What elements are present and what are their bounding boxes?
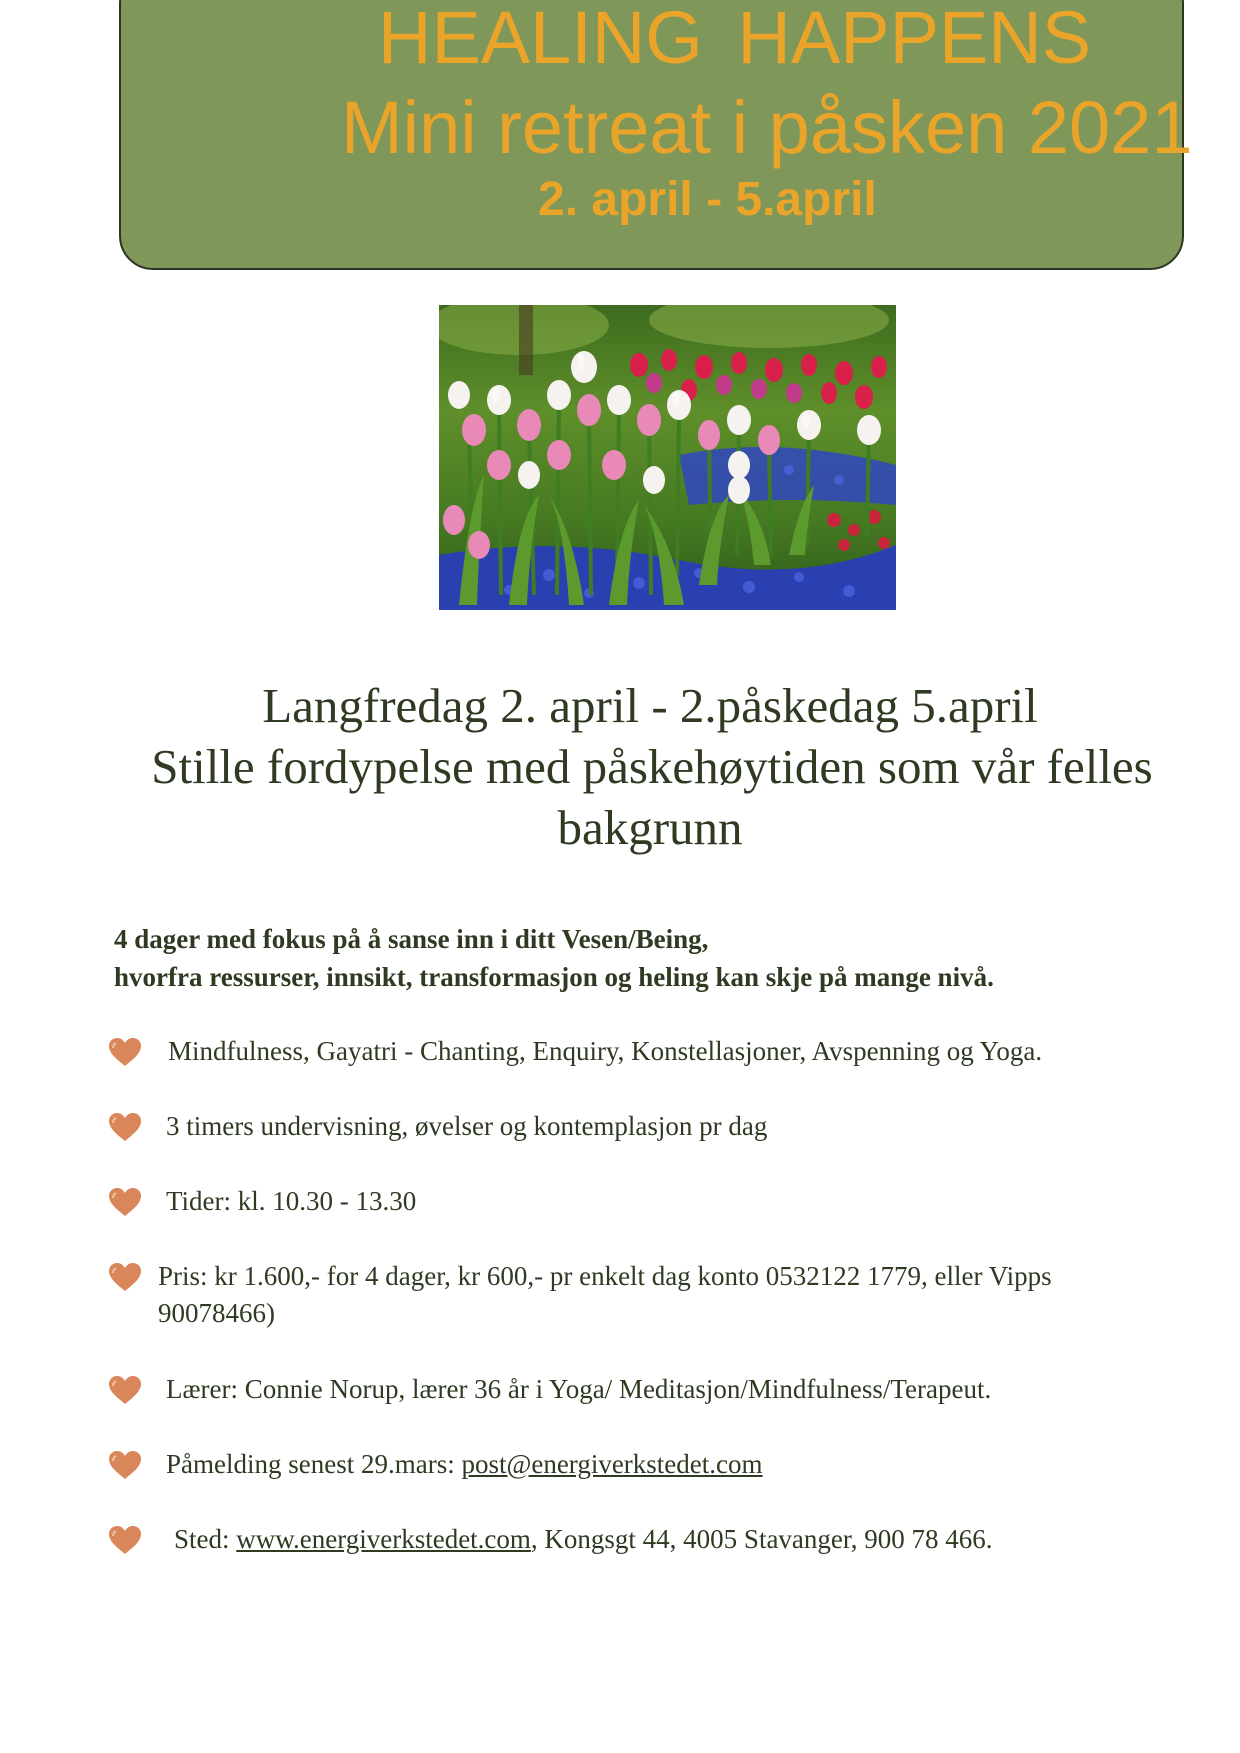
place-suffix: , Kongsgt 44, 4005 Stavanger, 900 78 466. — [530, 1524, 993, 1554]
place-text — [174, 1521, 993, 1558]
heart-icon — [108, 1375, 142, 1405]
banner-title: HEALING HAPPENS — [378, 0, 1092, 79]
heart-icon — [108, 1450, 142, 1480]
intro-paragraph — [114, 920, 994, 996]
banner-dates: 2. april - 5.april — [538, 173, 877, 226]
registration-email-link[interactable]: post@energiverkstedet.com — [461, 1449, 763, 1479]
header-banner — [119, 0, 1193, 270]
heart-icon — [108, 1037, 142, 1067]
headline-dates: Langfredag 2. april - 2.påskedag 5.april — [262, 678, 1038, 733]
registration-prefix: Påmelding senest 29.mars: — [166, 1449, 462, 1479]
banner-subtitle: Mini retreat i påsken 2021 — [341, 86, 1193, 169]
headline-theme: Stille fordypelse med påskehøytiden som vår felles — [151, 739, 1153, 794]
heart-icon — [108, 1525, 142, 1555]
teaching-text: 3 timers undervisning, øvelser og kontemplasjon pr dag — [166, 1111, 768, 1141]
intro-line-2: hvorfra ressurser, innsikt, transformasjon og heling kan skje på mange nivå. — [114, 962, 994, 992]
website-link[interactable]: www.energiverkstedet.com — [236, 1524, 531, 1554]
heart-icon — [108, 1187, 142, 1217]
times-text: Tider: kl. 10.30 - 13.30 — [166, 1186, 417, 1216]
headline-theme-cont: bakgrunn — [557, 800, 743, 855]
heart-icon — [108, 1262, 142, 1292]
teacher-text: Lærer: Connie Norup, lærer 36 år i Yoga/ Meditasjon/Mindfulness/Terapeut. — [166, 1374, 992, 1404]
registration-text — [166, 1446, 763, 1483]
tulip-photo — [439, 305, 896, 610]
price-text: Pris: kr 1.600,- for 4 dager, kr 600,- pr enkelt dag konto 0532122 1779, eller Vipps 90078466) — [158, 1261, 1052, 1328]
place-prefix: Sted: — [174, 1524, 237, 1554]
activities-text: Mindfulness, Gayatri - Chanting, Enquiry, Konstellasjoner, Avspenning og Yoga. — [168, 1036, 1043, 1066]
heart-icon — [108, 1112, 142, 1142]
intro-line-1: 4 dager med fokus på å sanse inn i ditt Vesen/Being, — [114, 924, 709, 954]
